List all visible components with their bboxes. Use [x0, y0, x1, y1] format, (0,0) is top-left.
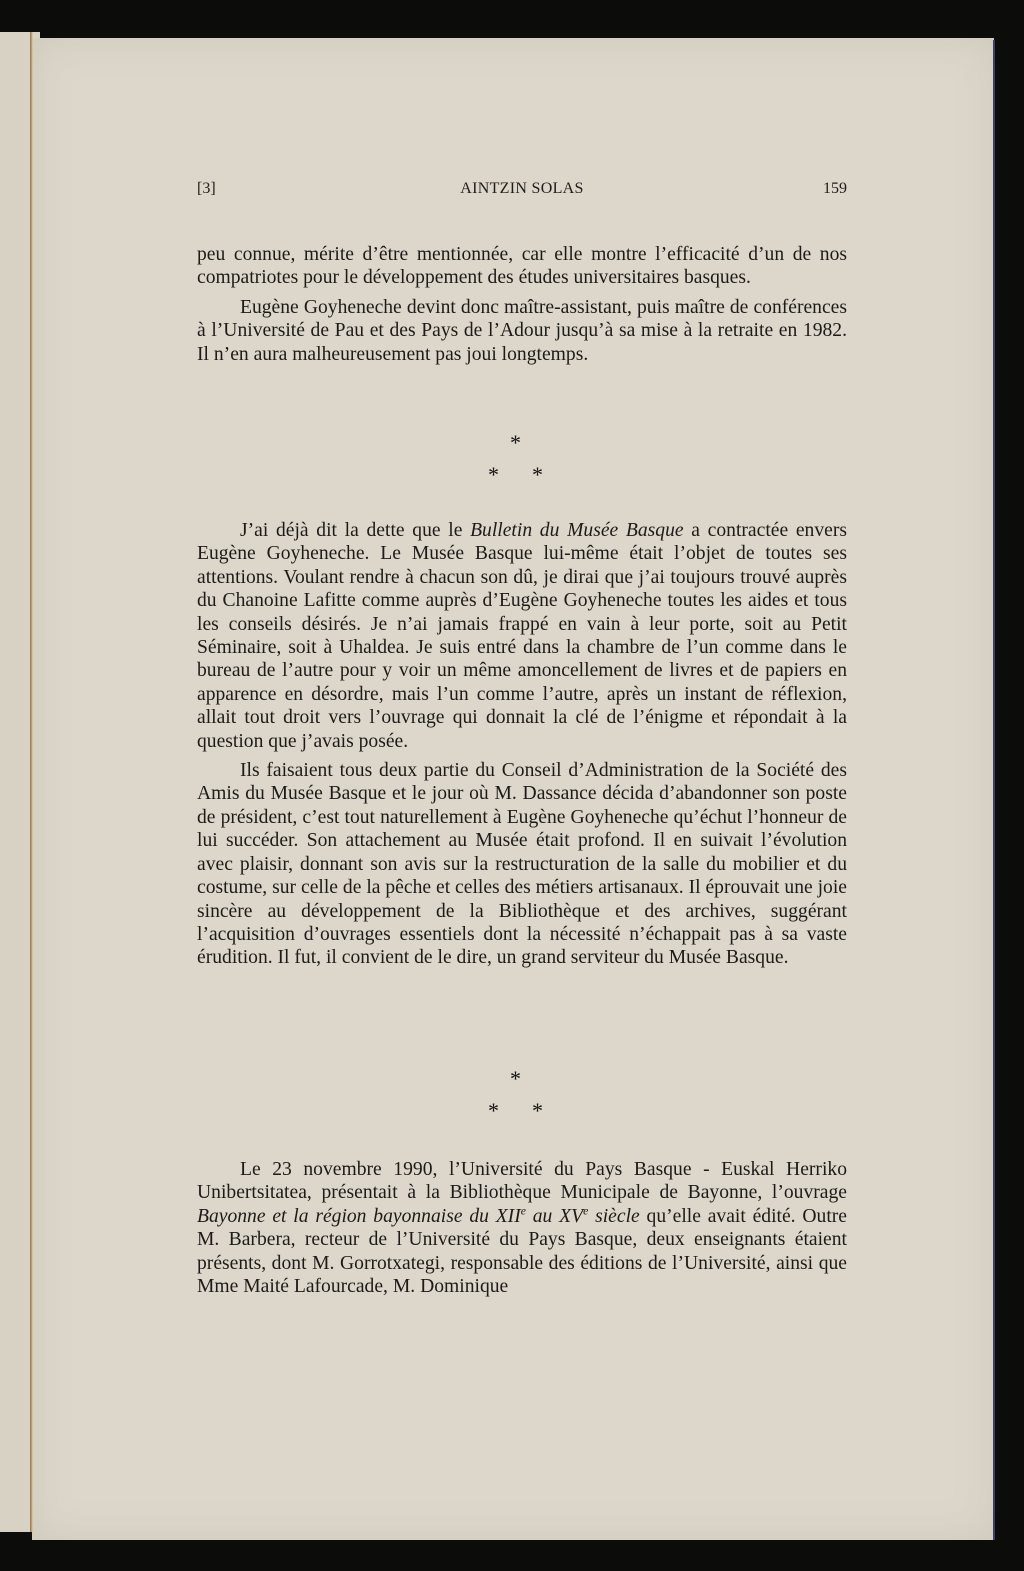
book-title-part: Bayonne et la région bayonnaise du XII	[197, 1205, 521, 1227]
asterism-divider-2	[197, 1066, 847, 1136]
paragraph-bulletin	[197, 519, 847, 753]
text-block-top	[197, 243, 847, 372]
asterisk-glyph: *	[510, 1066, 521, 1091]
publication-title: Bulletin du Musée Basque	[470, 520, 684, 541]
paragraph-text: Le 23 novembre 1990, l’Université du Pays Basque - Euskal Herriko Unibertsitatea, présentait à la Bibliothèque Municipale de Bayonne, l’ouvrage	[197, 1159, 847, 1204]
page-number: 159	[823, 180, 847, 197]
paragraph-continued: peu connue, mérite d’être mentionnée, car elle montre l’efficacité d’un de nos compatriotes pour le développement des études universitaires basques.	[197, 244, 847, 289]
paragraph-text: J’ai déjà dit la dette que le	[240, 520, 471, 541]
running-head	[197, 180, 847, 202]
text-block-middle	[197, 519, 847, 976]
book-title	[197, 1206, 640, 1227]
paragraph-text: qu’elle avait édité. Outre M. Barbera, recteur de l’Université du Pays Basque, deux enseignants étaient présents, dont M. Gorrotxategi, responsable des éditions de l’Université, ainsi que Mme Maité Lafourcade, M. Dominique	[197, 1205, 847, 1298]
text-block-bottom	[197, 1158, 847, 1304]
asterisk-glyph: *	[532, 1098, 543, 1123]
running-title: AINTZIN SOLAS	[460, 180, 584, 197]
paragraph-text: a contractée envers Eugène Goyheneche. Le Musée Basque lui-même était l’objet de toutes ses attentions. Voulant rendre à chacun son dû, je dirai que j’ai toujours trouvé auprès du Chanoine Lafitte comme auprès d’Eugène Goyheneche toutes les aides et tous les conseils désirés. Je n’ai jamais frappé en vain à leur porte, soit au Petit Séminaire, soit à Uhaldea. Je suis entré dans la chambre de l’un comme dans le bureau de l’autre pour y voir un même amoncellement de livres et de papiers en apparence en désordre, mais l’un comme l’autre, après un instant de réflexion, allait tout droit vers l’ouvrage qui donnait la clé de l’énigme et répondait à la question que j’avais posée.	[197, 520, 847, 752]
asterisk-glyph: *	[488, 1098, 499, 1123]
book-title-part: au XV	[525, 1205, 584, 1227]
paragraph-novembre-1990	[197, 1158, 847, 1298]
asterisk-glyph: *	[510, 430, 521, 455]
ordinal-superscript: e	[520, 1204, 526, 1218]
section-marker: [3]	[197, 180, 216, 197]
asterism-divider-1	[197, 430, 847, 500]
ordinal-superscript: e	[583, 1204, 589, 1218]
asterisk-glyph: *	[488, 462, 499, 487]
paragraph-maitre-assistant: Eugène Goyheneche devint donc maître-assistant, puis maître de conférences à l’Université de Pau et des Pays de l’Adour jusqu’à sa mise à la retraite en 1982. Il n’en aura malheureusement pas joui longtemps.	[197, 296, 847, 365]
page-right-edge	[993, 40, 995, 1540]
asterisk-glyph: *	[532, 462, 543, 487]
book-title-part: siècle	[588, 1205, 640, 1227]
page-spine-fold	[30, 32, 33, 1532]
paragraph-conseil: Ils faisaient tous deux partie du Conseil d’Administration de la Société des Amis du Musée Basque et le jour où M. Dassance décida d’abandonner son poste de président, c’est tout naturellement à Eugène Goyheneche qu’échut l’honneur de lui succéder. Son attachement au Musée était profond. Il en suivait l’évolution avec plaisir, donnant son avis sur la restructuration de la salle du mobilier et du costume, sur celle de la pêche et celles des métiers artisanaux. Il éprouvait une joie sincère au développement de la Bibliothèque et des archives, suggérant l’acquisition d’ouvrages essentiels dont la nécessité n’échappait pas à sa vaste érudition. Il fut, il convient de le dire, un grand serviteur du Musée Basque.	[197, 760, 847, 969]
